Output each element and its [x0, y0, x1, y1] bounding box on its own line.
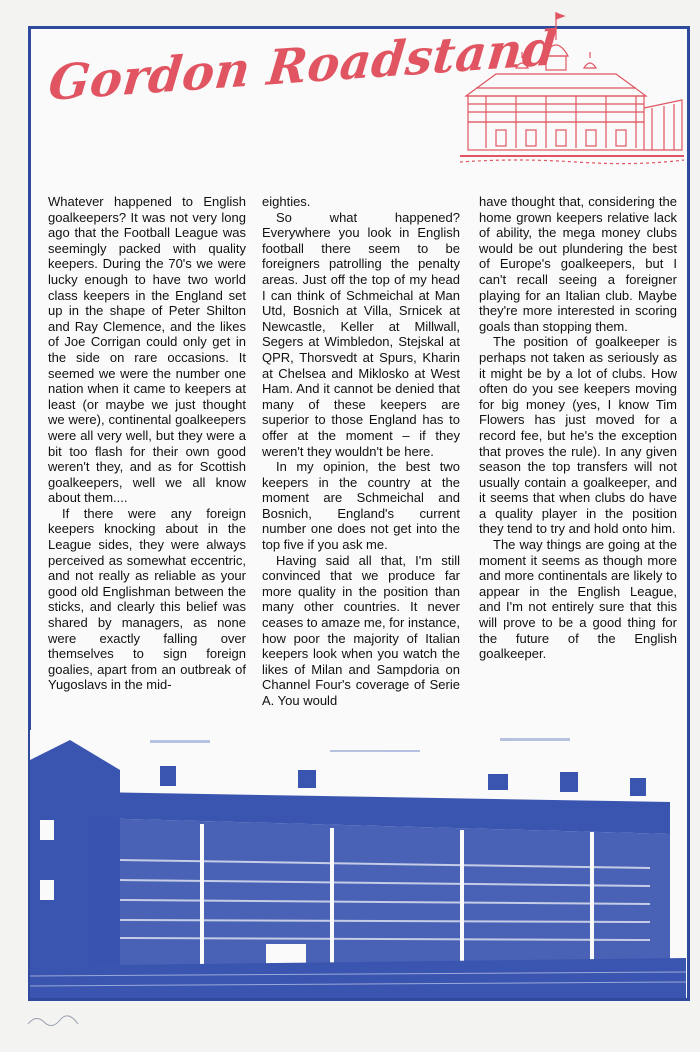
text-column-3: [479, 194, 677, 714]
signature-scribble: [26, 1008, 86, 1032]
paragraph: The position of goalkeeper is perhaps not taken as seriously as it might be by a lot of clubs. How often do you see keepers moving for big money (yes, I know Tim Flowers has just moved for a record fee, but he's the exception that proves the rule). In any given season the top transfers will not usually contain a goalkeeper, and it seems that when clubs do have a quality player in the position they tend to try and hold onto him.: [479, 334, 677, 537]
text-column-2: [262, 194, 460, 714]
article-body: [48, 194, 688, 714]
paragraph: have thought that, considering the home grown keepers relative lack of ability, the mega money clubs would be out plundering the best of Europe's goalkeepers, but I can't recall seeing a foreigner playing for an Italian club. Maybe they're more interested in scoring goals than stopping them.: [479, 194, 677, 334]
paragraph: In my opinion, the best two keepers in the country at the moment are Schmeichal and Bosnich, England's current number one does not get into the top five if you ask me.: [262, 459, 460, 553]
paragraph: If there were any foreign keepers knocking about in the League sides, they were always perceived as somewhat eccentric, and not really as reliable as your good old Englishman between the sticks, and clearly this belief was shared by managers, as none were exactly falling over themselves to sign foreign goalies, apart from an outbreak of Yugoslavs in the mid-: [48, 505, 246, 693]
stadium-stand-photo: [30, 730, 686, 998]
paragraph: So what happened? Everywhere you look in English football there seem to be foreigners patrolling the penalty areas. Just off the top of my head I can think of Schmeichal at Man Utd, Bosnich at Villa, Srnicek at Newcastle, Keller at Millwall, Segers at Wimbledon, Stejskal at QPR, Thorsvedt at Spurs, Kharin at Chelsea and Miklosko at West Ham. And it cannot be denied that many of these keepers are superior to those England has to offer at the moment – if they weren't they wouldn't be here.: [262, 209, 460, 459]
paragraph: eighties.: [262, 194, 311, 209]
paragraph: Whatever happened to English goalkeepers? It was not very long ago that the Football League was seemingly packed with quality keepers. During the 70's we were lucky enough to have two world class keepers in the England set up in the shape of Peter Shilton and Ray Clemence, and the likes of Joe Corrigan could only get in the side on rare occasions. It seemed we were the number one nation when it came to keepers at least (or maybe we just thought we were), continental goalkeepers were all very well, but they were a bit too flash for their own good weren't they, and as for Scottish goalkeepers, well we all know about them....: [48, 194, 246, 506]
article-title: [46, 19, 560, 126]
pavilion-illustration: [456, 8, 688, 168]
paragraph: The way things are going at the moment it seems as though more and more continentals are likely to appear in the English League, and I'm not entirely sure that this will prove to be a good thing for the future of the English goalkeeper.: [479, 537, 677, 662]
paragraph: Having said all that, I'm still convinced that we produce far more quality in the position than many other countries. It never ceases to amaze me, for instance, how poor the majority of Italian keepers look when you watch the likes of Milan and Sampdoria on Channel Four's coverage of Serie A. You would: [262, 552, 460, 708]
article-title-text: Gordon Roadstand: [46, 19, 560, 112]
text-column-1: [48, 194, 246, 714]
